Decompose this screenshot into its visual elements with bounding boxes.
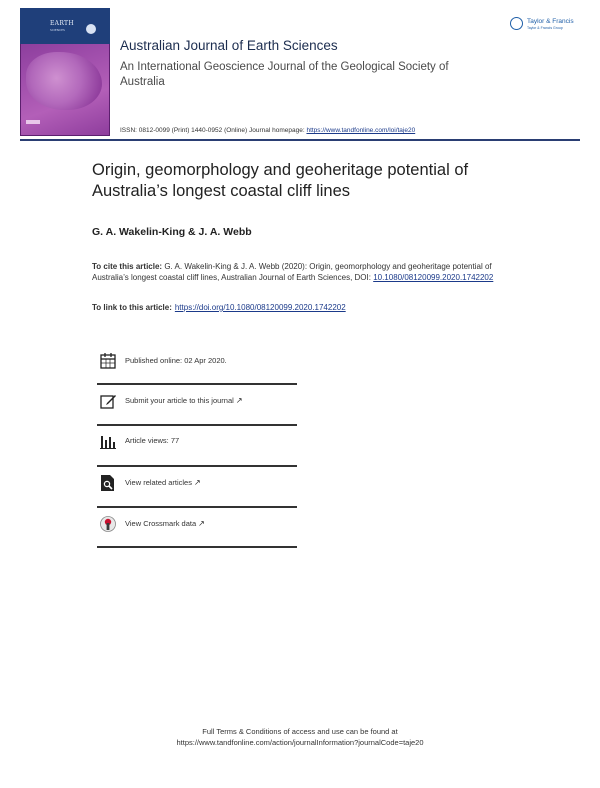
item-divider bbox=[97, 424, 297, 426]
journal-homepage-link[interactable]: https://www.tandfonline.com/loi/taje20 bbox=[306, 127, 416, 134]
citation-block bbox=[92, 261, 502, 283]
cover-subtitle: SCIENCES bbox=[50, 28, 65, 32]
item-divider bbox=[97, 465, 297, 467]
article-authors: G. A. Wakelin-King & J. A. Webb bbox=[92, 226, 252, 238]
publisher-tagline: Taylor & Francis Group bbox=[527, 26, 563, 30]
article-title: Origin, geomorphology and geoheritage potential of Australia’s longest coastal cliff lines bbox=[92, 161, 469, 200]
published-online-item bbox=[97, 352, 297, 380]
article-doi-url-link[interactable]: https://doi.org/10.1080/08120099.2020.1742202 bbox=[174, 303, 346, 312]
crossmark-text[interactable]: View Crossmark data bbox=[125, 519, 197, 528]
issn-text: ISSN: 0812-0099 (Print) 1440-0952 (Online) Journal homepage: bbox=[120, 127, 307, 134]
citation-label: To cite this article: bbox=[92, 262, 163, 271]
cover-seal-icon bbox=[86, 24, 96, 34]
citation-text: G. A. Wakelin-King & J. A. Webb (2020): Origin, geomorphology and geoheritage potential of Australia’s longest coastal cliff lines, Australian Journal of Earth Sciences, DOI: bbox=[92, 262, 492, 282]
related-articles-label[interactable] bbox=[125, 478, 201, 487]
external-link-icon: ↗ bbox=[193, 478, 201, 487]
article-link-block bbox=[92, 303, 346, 312]
cover-header-band bbox=[20, 8, 110, 44]
article-views-item bbox=[97, 432, 297, 460]
publisher-logo bbox=[510, 16, 582, 34]
submit-article-text[interactable]: Submit your article to this journal bbox=[125, 396, 234, 405]
article-views-label: Article views: 77 bbox=[125, 436, 180, 445]
issn-line bbox=[120, 127, 415, 134]
bar-chart-icon bbox=[99, 432, 117, 450]
doi-link[interactable]: 10.1080/08120099.2020.1742202 bbox=[373, 273, 494, 282]
terms-footer bbox=[0, 726, 600, 748]
edit-icon bbox=[99, 392, 117, 410]
article-link-label: To link to this article: bbox=[92, 303, 172, 312]
submit-article-label[interactable] bbox=[125, 396, 243, 405]
item-divider bbox=[97, 383, 297, 385]
cover-footer-mark bbox=[26, 120, 40, 124]
cover-map-graphic bbox=[26, 52, 102, 110]
submit-article-item[interactable] bbox=[97, 392, 297, 420]
item-divider bbox=[97, 546, 297, 548]
crossmark-icon bbox=[99, 515, 117, 533]
published-online-label: Published online: 02 Apr 2020. bbox=[125, 356, 227, 365]
publisher-logo-icon bbox=[510, 17, 523, 30]
crossmark-item[interactable] bbox=[97, 515, 297, 543]
related-articles-item[interactable] bbox=[97, 474, 297, 502]
header-divider bbox=[20, 139, 580, 141]
search-document-icon bbox=[99, 474, 117, 492]
item-divider bbox=[97, 506, 297, 508]
external-link-icon: ↗ bbox=[235, 396, 243, 405]
journal-subtitle: An International Geoscience Journal of the Geological Society of Australia bbox=[120, 61, 449, 88]
journal-cover-image bbox=[20, 8, 110, 136]
journal-title: Australian Journal of Earth Sciences bbox=[120, 38, 338, 53]
terms-footer-link[interactable]: https://www.tandfonline.com/action/journalInformation?journalCode=taje20 bbox=[176, 738, 424, 747]
related-articles-text[interactable]: View related articles bbox=[125, 478, 192, 487]
cover-title: EARTH bbox=[50, 20, 74, 27]
external-link-icon: ↗ bbox=[198, 519, 205, 528]
terms-footer-line1: Full Terms & Conditions of access and use can be found at bbox=[202, 727, 398, 736]
publisher-name: Taylor & Francis bbox=[527, 18, 574, 25]
calendar-icon bbox=[99, 352, 117, 370]
crossmark-label[interactable] bbox=[125, 519, 205, 528]
